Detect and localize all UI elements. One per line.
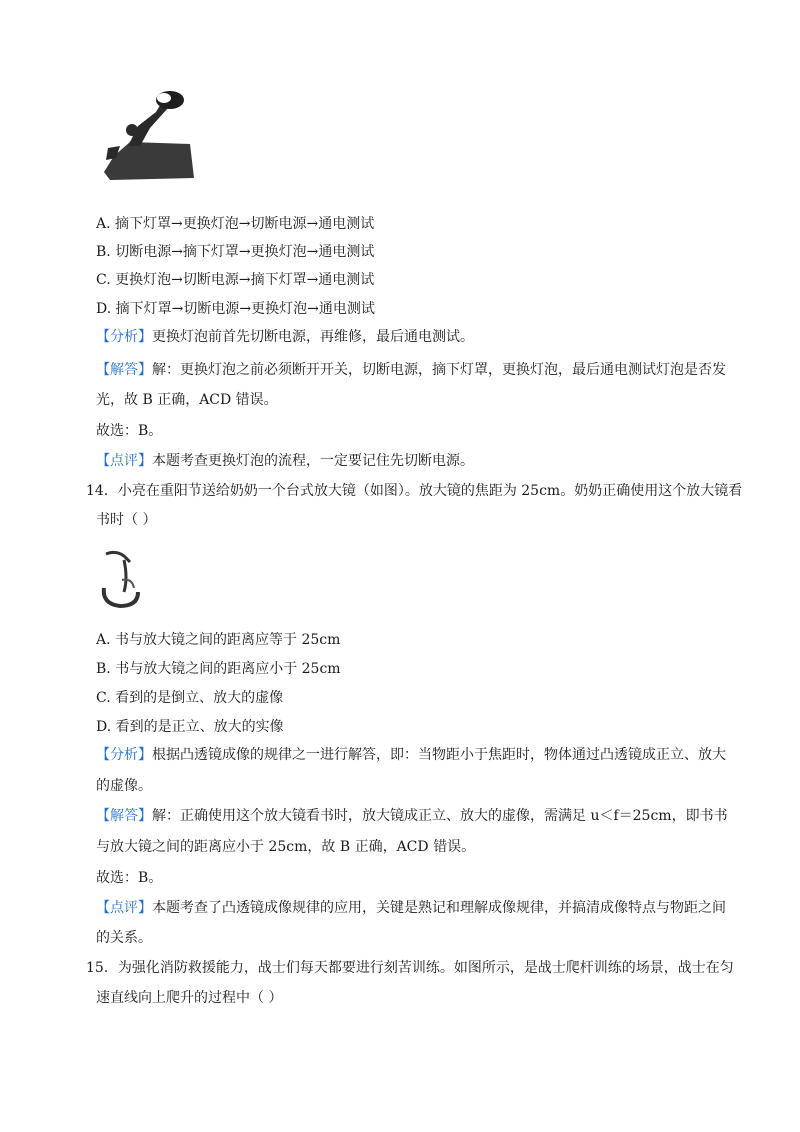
comment-tag: 【点评】	[96, 453, 152, 469]
answer-tag: 【解答】	[96, 808, 152, 824]
q14-option-b: B. 书与放大镜之间的距离应小于 25cm	[96, 661, 341, 677]
q13-answer-line-2: 光，故 B 正确，ACD 错误。	[96, 392, 278, 408]
q15-stem-line-1: 15．为强化消防救援能力，战士们每天都要进行刻苦训练。如图所示，是战士爬杆训练的场景，战士在匀	[86, 960, 734, 976]
analysis-text: 根据凸透镜成像的规律之一进行解答，即：当物距小于焦距时，物体通过凸透镜成正立、放大	[152, 747, 726, 763]
q14-choice: 故选：B。	[96, 870, 163, 886]
analysis-tag: 【分析】	[96, 329, 152, 345]
q13-answer-line-1	[96, 360, 726, 380]
comment-text: 本题考查更换灯泡的流程，一定要记住先切断电源。	[152, 453, 474, 469]
q14-comment-line-1	[96, 898, 726, 918]
q13-option-c: C. 更换灯泡→切断电源→摘下灯罩→通电测试	[96, 272, 375, 288]
q13-option-a: A. 摘下灯罩→更换灯泡→切断电源→通电测试	[96, 216, 375, 232]
comment-text: 本题考查了凸透镜成像规律的应用，关键是熟记和理解成像规律，并搞清成像特点与物距之间	[152, 900, 726, 916]
q13-option-d: D. 摘下灯罩→切断电源→更换灯泡→通电测试	[96, 301, 375, 317]
analysis-tag: 【分析】	[96, 747, 152, 763]
q14-option-d: D. 看到的是正立、放大的实像	[96, 719, 284, 735]
q13-comment	[96, 451, 474, 471]
analysis-text: 更换灯泡前首先切断电源，再维修，最后通电测试。	[152, 329, 474, 345]
q14-analysis-line-1	[96, 745, 726, 765]
q14-answer-line-1	[96, 806, 728, 826]
q14-analysis-line-2: 的虚像。	[96, 778, 152, 794]
lamp-figure	[100, 86, 200, 182]
q13-choice: 故选：B。	[96, 423, 163, 439]
q13-option-b: B. 切断电源→摘下灯罩→更换灯泡→通电测试	[96, 244, 375, 260]
q13-analysis	[96, 327, 474, 347]
comment-tag: 【点评】	[96, 900, 152, 916]
q14-option-c: C. 看到的是倒立、放大的虚像	[96, 690, 284, 706]
answer-tag: 【解答】	[96, 362, 152, 378]
q14-comment-line-2: 的关系。	[96, 930, 152, 946]
q15-stem-line-2: 速直线向上爬升的过程中（ ）	[96, 990, 283, 1006]
answer-text: 解：正确使用这个放大镜看书时，放大镜成正立、放大的虚像，需满足 u＜f＝25cm，即书书	[152, 808, 728, 824]
q14-stem-line-1: 14．小亮在重阳节送给奶奶一个台式放大镜（如图）。放大镜的焦距为 25cm。奶奶正确使用这个放大镜看	[86, 483, 743, 499]
q14-answer-line-2: 与放大镜之间的距离应小于 25cm，故 B 正确，ACD 错误。	[96, 839, 476, 855]
q14-stem-line-2: 书时（ ）	[96, 512, 157, 528]
magnifier-figure	[98, 548, 146, 610]
answer-text: 解：更换灯泡之前必须断开开关，切断电源，摘下灯罩，更换灯泡，最后通电测试灯泡是否发	[152, 362, 726, 378]
q14-option-a: A. 书与放大镜之间的距离应等于 25cm	[96, 632, 341, 648]
